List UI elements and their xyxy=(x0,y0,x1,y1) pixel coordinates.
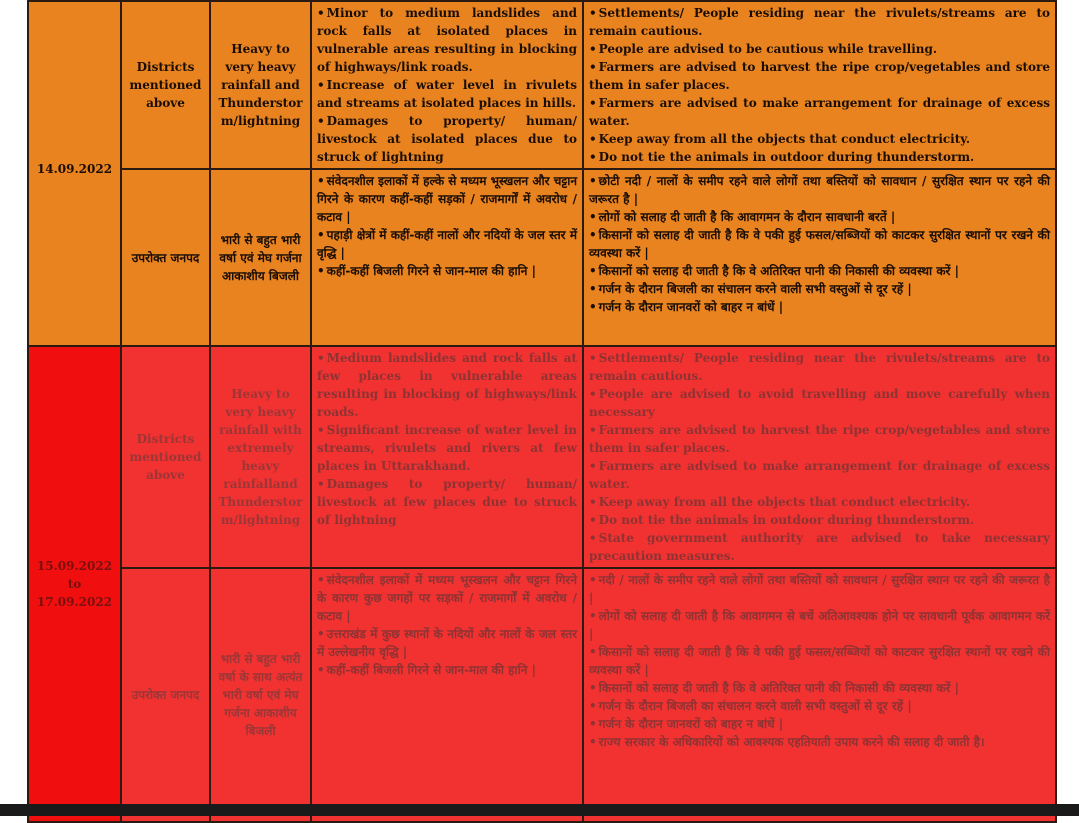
action-item: • Farmers are advised to make arrangement for drainage of excess water. xyxy=(589,94,1050,130)
action-item: • Farmers are advised to make arrangement for drainage of excess water. xyxy=(589,457,1050,493)
warning-cell-hindi: भारी से बहुत भारी वर्षा एवं मेघ गर्जना आकाशीय बिजली xyxy=(210,169,311,346)
impact-item: • Medium landslides and rock falls at few places in vulnerable areas resulting in blocking of highways/link roads. xyxy=(317,349,577,421)
action-item: • Farmers are advised to harvest the ripe crop/vegetables and store them in safer places. xyxy=(589,58,1050,94)
impact-item: • कहीं-कहीं बिजली गिरने से जान-माल की हानि | xyxy=(317,262,577,280)
impact-item: • Damages to property/ human/ livestock at isolated places due to struck of lightning xyxy=(317,112,577,166)
action-item: • किसानों को सलाह दी जाती है कि वे पकी हुई फसल/सब्जियों को काटकर सुरक्षित स्थानों पर रखने की व्यवस्था करें | xyxy=(589,226,1050,262)
districts-cell: Districts mentioned above xyxy=(121,1,210,169)
impacts-list-hindi xyxy=(317,571,577,679)
action-item: • राज्य सरकार के अधिकारियों को आवश्यक एहतियाती उपाय करने की सलाह दी जाती है। xyxy=(589,733,1050,751)
action-item: • State government authority are advised to take necessary precaution measures. xyxy=(589,529,1050,565)
actions-cell xyxy=(583,1,1056,169)
actions-list xyxy=(589,349,1050,565)
warning-row-14sep-hindi xyxy=(28,169,1056,346)
impact-item: • Significant increase of water level in streams, rivulets and rivers at few places in Uttarakhand. xyxy=(317,421,577,475)
warning-row-14sep-english xyxy=(28,1,1056,169)
impact-item: • संवेदनशील इलाकों में मध्यम भूस्खलन और चट्टान गिरने के कारण कुछ जगहों पर सड़कों / राजमार्गों में अवरोध / कटाव | xyxy=(317,571,577,625)
date-cell-14sep: 14.09.2022 xyxy=(28,1,121,346)
impacts-cell xyxy=(311,1,583,169)
action-item: • Do not tie the animals in outdoor during thunderstorm. xyxy=(589,148,1050,166)
action-item: • नदी / नालों के समीप रहने वाले लोगों तथा बस्तियों को सावधान / सुरक्षित स्थान पर रहने की जरूरत है | xyxy=(589,571,1050,607)
action-item: • किसानों को सलाह दी जाती है कि वे अतिरिक्त पानी की निकासी की व्यवस्था करें | xyxy=(589,679,1050,697)
districts-cell-hindi: उपरोक्त जनपद xyxy=(121,169,210,346)
impact-item: • कहीं-कहीं बिजली गिरने से जान-माल की हानि | xyxy=(317,661,577,679)
impact-item: • संवेदनशील इलाकों में हल्के से मध्यम भूस्खलन और चट्टान गिरने के कारण कहीं-कहीं सड़कों / राजमार्गों में अवरोध / कटाव | xyxy=(317,172,577,226)
action-item: • People are advised to be cautious while travelling. xyxy=(589,40,1050,58)
warning-cell-hindi: भारी से बहुत भारी वर्षा के साथ अत्यंत भारी वर्षा एवं मेघ गर्जना आकाशीय बिजली xyxy=(210,568,311,822)
weather-warning-table xyxy=(27,0,1057,823)
actions-cell-hindi xyxy=(583,568,1056,822)
action-item: • गर्जन के दौरान बिजली का संचालन करने वाली सभी वस्तुओं से दूर रहें | xyxy=(589,697,1050,715)
impact-item: • उत्तराखंड में कुछ स्थानों के नदियों और नालों के जल स्तर में उल्लेखनीय वृद्धि | xyxy=(317,625,577,661)
action-item: • People are advised to avoid travelling and move carefully when necessary xyxy=(589,385,1050,421)
impact-item: • Damages to property/ human/ livestock at few places due to struck of lightning xyxy=(317,475,577,529)
actions-list-hindi xyxy=(589,172,1050,316)
impact-item: • Minor to medium landslides and rock falls at isolated places in vulnerable areas resulting in blocking of highways/link roads. xyxy=(317,4,577,76)
action-item: • किसानों को सलाह दी जाती है कि वे अतिरिक्त पानी की निकासी की व्यवस्था करें | xyxy=(589,262,1050,280)
impacts-list xyxy=(317,4,577,166)
action-item: • Settlements/ People residing near the rivulets/streams are to remain cautious. xyxy=(589,349,1050,385)
actions-list-hindi xyxy=(589,571,1050,751)
action-item: • Keep away from all the objects that conduct electricity. xyxy=(589,130,1050,148)
impacts-list xyxy=(317,349,577,529)
impacts-cell-hindi xyxy=(311,568,583,822)
actions-list xyxy=(589,4,1050,166)
action-item: • छोटी नदी / नालों के समीप रहने वाले लोगों तथा बस्तियों को सावधान / सुरक्षित स्थान पर रहने की जरूरत है | xyxy=(589,172,1050,208)
action-item: • गर्जन के दौरान जानवरों को बाहर न बांधें | xyxy=(589,298,1050,316)
action-item: • लोगों को सलाह दी जाती है कि आवागमन के दौरान सावधानी बरतें | xyxy=(589,208,1050,226)
districts-cell-hindi: उपरोक्त जनपद xyxy=(121,568,210,822)
action-item: • गर्जन के दौरान बिजली का संचालन करने वाली सभी वस्तुओं से दूर रहें | xyxy=(589,280,1050,298)
warning-cell: Heavy to very heavy rainfall and Thunderstor m/lightning xyxy=(210,1,311,169)
action-item: • Do not tie the animals in outdoor during thunderstorm. xyxy=(589,511,1050,529)
districts-cell: Districts mentioned above xyxy=(121,346,210,568)
bottom-bar xyxy=(0,804,1079,816)
impacts-cell-hindi xyxy=(311,169,583,346)
action-item: • किसानों को सलाह दी जाती है कि वे पकी हुई फसल/सब्जियों को काटकर सुरक्षित स्थानों पर रखने की व्यवस्था करें | xyxy=(589,643,1050,679)
impacts-cell xyxy=(311,346,583,568)
action-item: • गर्जन के दौरान जानवरों को बाहर न बांधें | xyxy=(589,715,1050,733)
actions-cell xyxy=(583,346,1056,568)
impacts-list-hindi xyxy=(317,172,577,280)
action-item: • लोगों को सलाह दी जाती है कि आवागमन से बचें अतिआवश्यक होने पर सावधानी पूर्वक आवागमन करें | xyxy=(589,607,1050,643)
warning-row-15sep-english xyxy=(28,346,1056,568)
actions-cell-hindi xyxy=(583,169,1056,346)
date-cell-15-17sep: 15.09.2022 to 17.09.2022 xyxy=(28,346,121,822)
action-item: • Farmers are advised to harvest the ripe crop/vegetables and store them in safer places. xyxy=(589,421,1050,457)
impact-item: • पहाड़ी क्षेत्रों में कहीं-कहीं नालों और नदियों के जल स्तर में वृद्धि | xyxy=(317,226,577,262)
warning-row-15sep-hindi xyxy=(28,568,1056,822)
warning-cell: Heavy to very heavy rainfall with extremely heavy rainfalland Thunderstor m/lightning xyxy=(210,346,311,568)
action-item: • Keep away from all the objects that conduct electricity. xyxy=(589,493,1050,511)
impact-item: • Increase of water level in rivulets and streams at isolated places in hills. xyxy=(317,76,577,112)
action-item: • Settlements/ People residing near the rivulets/streams are to remain cautious. xyxy=(589,4,1050,40)
